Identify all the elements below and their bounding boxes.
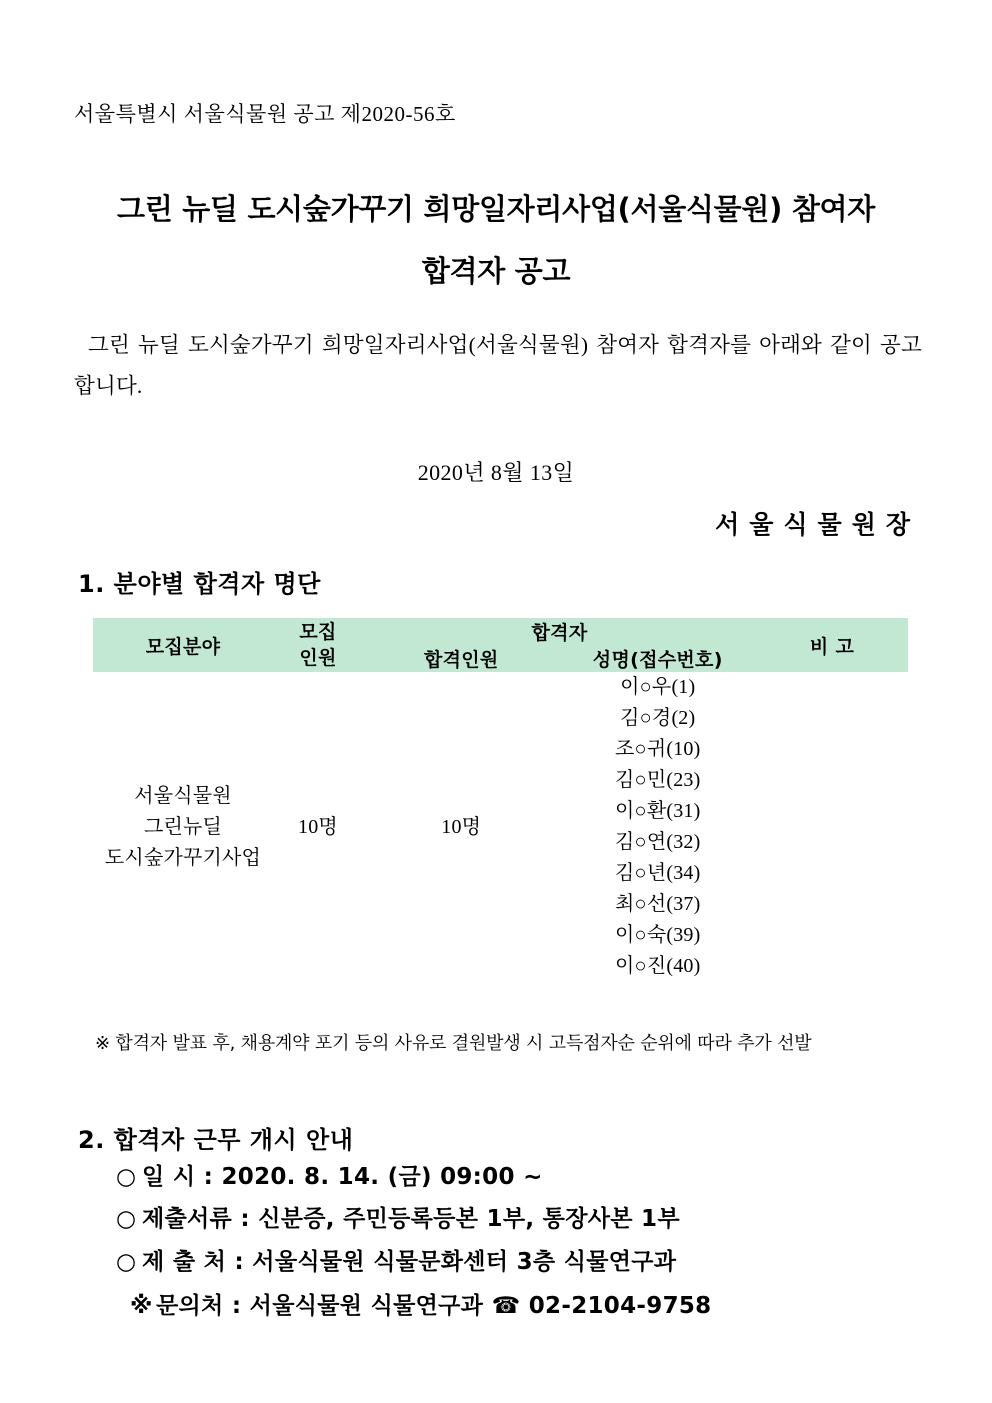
intro-paragraph: 그린 뉴딜 도시숲가꾸기 희망일자리사업(서울식물원) 참여자 합격자를 아래와 같이 공고합니다. [74, 333, 922, 398]
passer-list-table-wrap [93, 618, 908, 982]
table-head [93, 618, 908, 672]
passer-name: 조○귀(10) [615, 738, 701, 760]
passer-name: 이○숙(39) [615, 924, 701, 946]
passer-name: 최○선(37) [615, 893, 701, 915]
document-number: 서울특별시 서울식물원 공고 제2020-56호 [74, 102, 456, 126]
header-recruit-quota [273, 618, 363, 672]
passer-name: 김○연(32) [615, 831, 701, 853]
section-2-heading: 2. 합격자 근무 개시 안내 [78, 1126, 354, 1154]
cell-names [560, 672, 757, 982]
cell-note [756, 672, 908, 982]
table-footnote: ※ 합격자 발표 후, 채용계약 포기 등의 사유로 결원발생 시 고득점자순 순위에 따라 추가 선발 [95, 1033, 812, 1054]
page-title [62, 178, 930, 302]
telephone-icon: ☎ [491, 1293, 521, 1319]
cell-pass-count: 10명 [441, 815, 482, 838]
info-item-location-value: 서울식물원 식물문화센터 3층 식물연구과 [252, 1249, 677, 1275]
cell-recruit-field [93, 672, 273, 982]
page-title-line-2: 합격자 공고 [421, 254, 571, 288]
bullet-circle-icon: ○ [116, 1206, 137, 1232]
info-item-contact-value: 서울식물원 식물연구과 [249, 1293, 484, 1319]
header-names: 성명(접수번호) [560, 645, 757, 672]
header-recruit-quota-line-1: 모집 [299, 621, 337, 643]
passer-name: 이○진(40) [615, 955, 701, 977]
info-item-contact-label: 문의처 : [156, 1293, 242, 1319]
info-item-documents [116, 1200, 680, 1233]
info-item-datetime-value: 2020. 8. 14. (금) 09:00 ~ [221, 1164, 543, 1190]
table-header-row-1 [93, 618, 908, 645]
header-recruit-quota-line-2: 인원 [299, 647, 337, 669]
passer-name: 이○환(31) [615, 800, 701, 822]
bullet-circle-icon: ○ [116, 1249, 137, 1275]
info-item-datetime-label: 일 시 : [142, 1164, 214, 1190]
page-title-line-1: 그린 뉴딜 도시숲가꾸기 희망일자리사업(서울식물원) 참여자 [117, 192, 875, 226]
cell-recruit-field-line-1: 서울식물원 [134, 784, 232, 807]
info-item-contact [130, 1287, 711, 1320]
announcement-date: 2020년 8월 13일 [417, 460, 575, 485]
header-recruit-field: 모집분야 [93, 618, 273, 672]
info-item-datetime [116, 1158, 543, 1191]
cell-recruit-field-line-3: 도시숲가꾸기사업 [104, 846, 262, 869]
header-pass-count: 합격인원 [363, 645, 560, 672]
contact-phone-number: 02-2104-9758 [528, 1293, 712, 1319]
header-passer-group: 합격자 [363, 618, 756, 645]
issuer-signature: 서울식물원장 [715, 510, 920, 539]
passer-name: 김○경(2) [620, 707, 696, 729]
cell-recruit-quota: 10명 [298, 815, 338, 838]
cell-recruit-field-line-2: 그린뉴딜 [143, 815, 223, 838]
info-item-location [116, 1243, 676, 1276]
passer-name: 이○우(1) [620, 676, 696, 698]
info-item-documents-value: 신분증, 주민등록등본 1부, 통장사본 1부 [258, 1206, 680, 1232]
passer-name: 김○년(34) [615, 862, 701, 884]
passer-list-table [93, 618, 908, 982]
passer-name: 김○민(23) [615, 769, 701, 791]
bullet-circle-icon: ○ [116, 1164, 137, 1190]
reference-mark-icon: ※ [130, 1293, 153, 1319]
section-1-heading: 1. 분야별 합격자 명단 [78, 570, 321, 598]
header-note: 비 고 [756, 618, 908, 672]
info-item-location-label: 제 출 처 : [142, 1249, 244, 1275]
info-item-documents-label: 제출서류 : [142, 1206, 250, 1232]
table-row [93, 672, 908, 982]
table-body [93, 672, 908, 982]
